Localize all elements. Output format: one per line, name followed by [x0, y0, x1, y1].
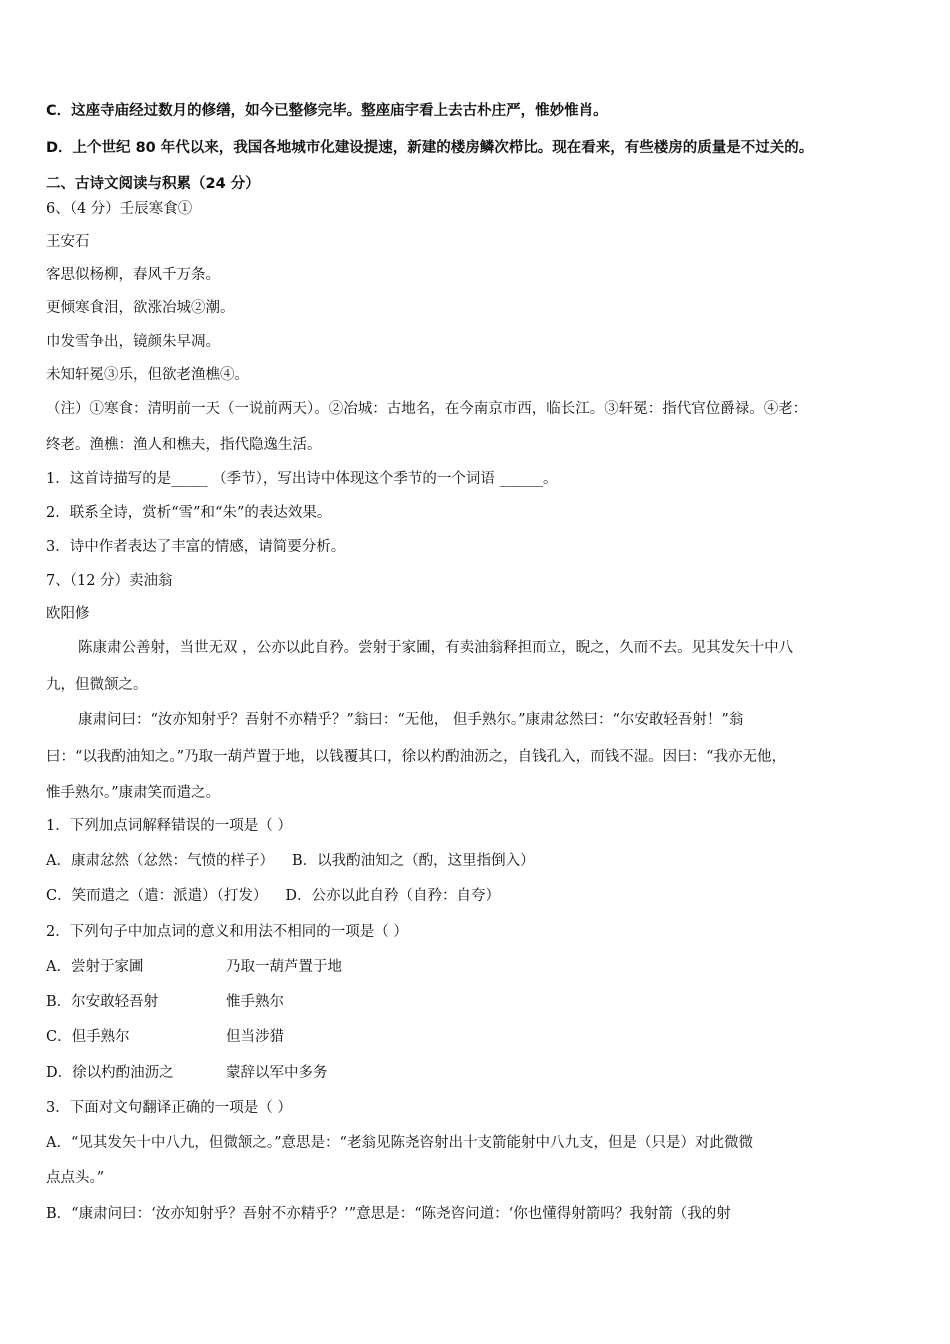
poet-name: 王安石 [46, 234, 90, 250]
option-a-right: 乃取一葫芦置于地 [226, 959, 342, 975]
option-b-left: B．尔安敢轻吾射 [46, 994, 159, 1010]
option-c-line: C．这座寺庙经过数月的修缮，如今已整修完毕。整座庙宇看上去古朴庄严，惟妙惟肖。 [46, 103, 608, 119]
option-b: B．以我酌油知之（酌，这里指倒入） [291, 853, 535, 869]
question-6-title: 6、（4 分）壬辰寒食① [46, 201, 193, 217]
option-d-right: 蒙辞以军中多务 [226, 1065, 328, 1081]
question-6-1: 1．这首诗描写的是_____ （季节），写出诗中体现这个季节的一个词语 ______。 [46, 471, 558, 487]
option-c-left: C．但手熟尔 [46, 1029, 130, 1045]
author-name: 欧阳修 [46, 606, 90, 622]
passage-para-1-line-1: 陈康肃公善射，当世无双 ，公亦以此自矜。尝射于家圃，有卖油翁释担而立，睨之，久而不去。见其发矢十中八 [78, 640, 794, 656]
option-d-left: D．徐以杓酌油沥之 [46, 1065, 174, 1081]
question-7-2-option-d [46, 1063, 910, 1083]
question-7-title: 7、（12 分）卖油翁 [46, 573, 173, 589]
option-d-line: D．上个世纪 80 年代以来，我国各地城市化建设提速，新建的楼房鳞次栉比。现在看来，有些楼房的质量是不过关的。 [46, 140, 814, 156]
option-c: C．笑而遣之（遣：派遣）（打发） [46, 888, 268, 904]
passage-para-2-line-3: 惟手熟尔。”康肃笑而遣之。 [46, 785, 221, 801]
question-6-3: 3．诗中作者表达了丰富的情感，请简要分析。 [46, 539, 346, 555]
question-7-1-options-cd [46, 886, 910, 906]
passage-para-2-line-2: 曰：“以我酌油知之。”乃取一葫芦置于地，以钱覆其口，徐以杓酌油沥之，自钱孔入，而钱不湿。因曰：“我亦无他， [46, 749, 786, 765]
question-7-3-option-b-line-1: B．“康肃问曰：‘汝亦知射乎？吾射不亦精乎？’”意思是：“陈尧咨问道：‘你也懂得射箭吗？我射箭（我的射 [46, 1206, 731, 1222]
question-7-1: 1．下列加点词解释错误的一项是（ ） [46, 818, 292, 834]
question-7-3-option-a-line-1: A．“见其发矢十中八九，但微颔之。”意思是：“老翁见陈尧咨射出十支箭能射中八九支，但是（只是）对此微微 [46, 1135, 753, 1151]
option-a: A．康肃忿然（忿然：气愤的样子） [46, 853, 274, 869]
option-c-right: 但当涉猎 [226, 1029, 284, 1045]
annotation-line-1: （注）①寒食：清明前一天（一说前两天）。②冶城：古地名，在今南京市西，临长江。③轩冕：指代官位爵禄。④老： [46, 401, 808, 417]
question-7-2-option-a [46, 957, 910, 977]
passage-para-1-line-2: 九，但微颔之。 [46, 677, 148, 693]
question-7-1-options-ab [46, 851, 910, 871]
poem-line-4: 未知轩冕③乐，但欲老渔樵④。 [46, 367, 249, 383]
poem-line-2: 更倾寒食泪，欲涨冶城②潮。 [46, 300, 235, 316]
option-b-right: 惟手熟尔 [226, 994, 284, 1010]
question-7-2-option-b [46, 992, 910, 1012]
option-d: D．公亦以此自矜（自矜：自夸） [285, 888, 500, 904]
option-a-left: A．尝射于家圃 [46, 959, 144, 975]
question-7-3-option-a-line-2: 点点头。” [46, 1170, 105, 1186]
section-heading: 二、古诗文阅读与积累（24 分） [46, 176, 260, 192]
poem-line-3: 巾发雪争出，镜颜朱早凋。 [46, 334, 220, 350]
question-6-2: 2．联系全诗，赏析“雪”和“朱”的表达效果。 [46, 505, 332, 521]
question-7-3: 3．下面对文句翻译正确的一项是（ ） [46, 1100, 292, 1116]
passage-para-2-line-1: 康肃问曰：“汝亦知射乎？吾射不亦精乎？”翁曰：“无他， 但手熟尔。”康肃忿然曰：“尔安敢轻吾射！”翁 [78, 712, 744, 728]
question-7-2-option-c [46, 1027, 910, 1047]
question-7-2: 2．下列句子中加点词的意义和用法不相同的一项是（ ） [46, 924, 408, 940]
poem-line-1: 客思似杨柳，春风千万条。 [46, 267, 220, 283]
annotation-line-2: 终老。渔樵：渔人和樵夫，指代隐逸生活。 [46, 437, 322, 453]
